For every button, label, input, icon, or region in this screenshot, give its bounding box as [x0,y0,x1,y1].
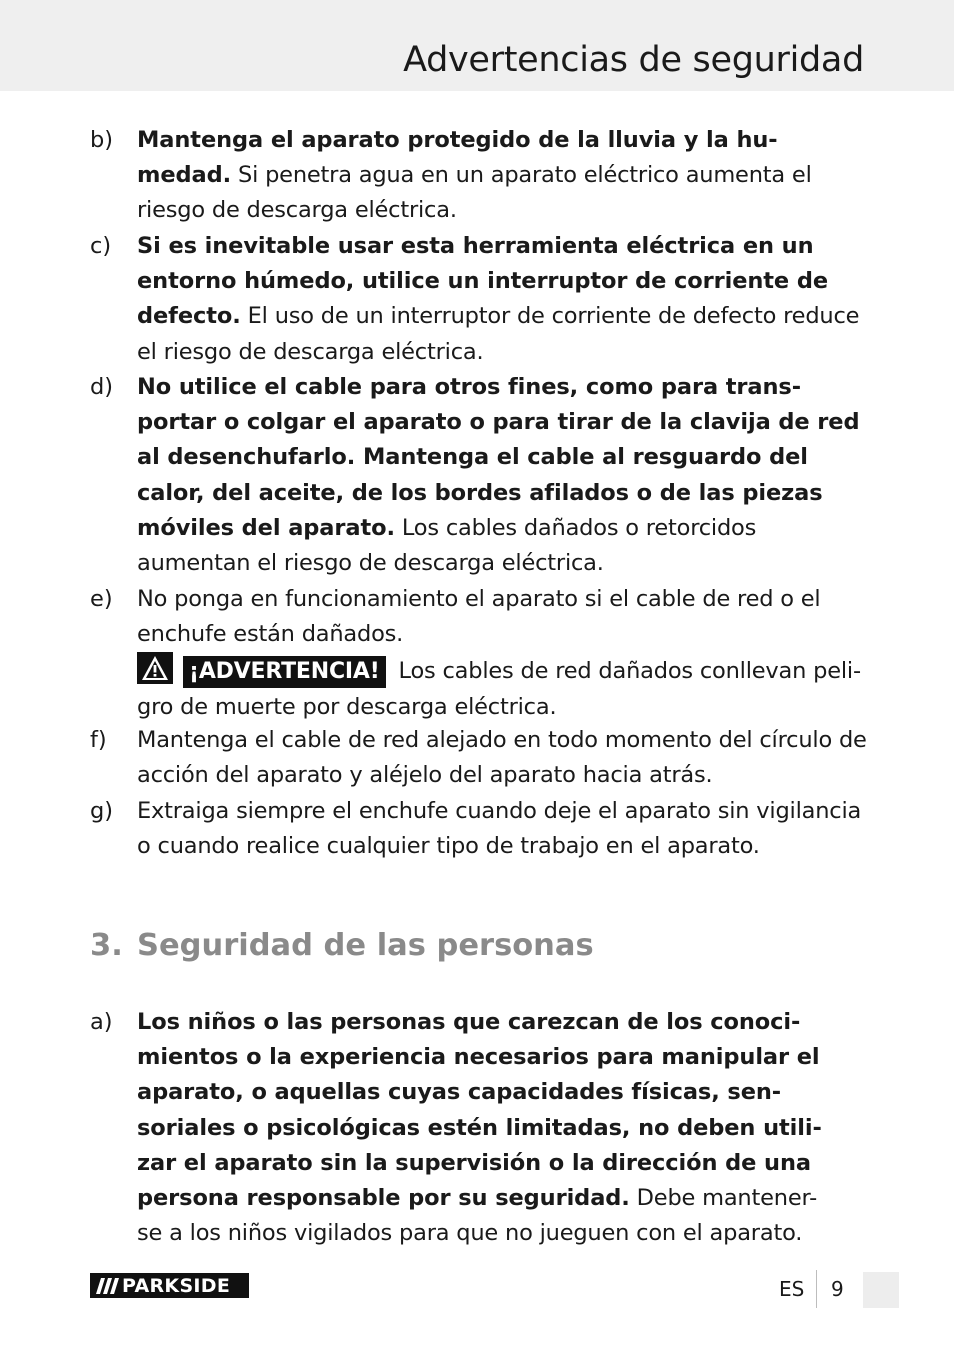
brand-name: PARKSIDE [122,1274,231,1297]
list-item-g [90,794,868,864]
item-text: Extraiga siempre el enchufe cuando deje el aparato sin vigilancia o cuando realice cualquier tipo de trabajo en el aparato. [137,798,862,860]
list-item-c [90,229,868,370]
section-heading [90,928,594,963]
brand-logo [90,1273,249,1298]
item-label: f) [90,727,107,753]
item-bold-text: Los niños o las personas que carezcan de los conoci- mientos o la experiencia necesarios para manipular el aparato, o aquellas cuyas capacidades físicas, sen- soriales o psicológicas estén limitadas, no deben utili- zar el aparato sin la supervisión o la dirección de una persona responsable por su seguridad. [137,1009,822,1212]
warning-label: ¡ADVERTENCIA! [183,656,386,688]
list-item-e [90,582,868,725]
warning-triangle-icon [137,652,173,684]
item-text: El uso de un interruptor de corriente de defecto reduce el riesgo de descarga eléctrica. [137,303,860,365]
item-label: c) [90,233,112,259]
list-item-d [90,370,868,581]
item-bold-text: Mantenga el aparato protegido de la lluvia y la hu- medad. [137,127,778,189]
item-label: b) [90,127,114,153]
warning-text: Los cables de red dañados conllevan peli- gro de muerte por descarga eléctrica. [137,658,861,720]
footer-tab [863,1272,899,1308]
section-title: Seguridad de las personas [137,928,594,963]
item-text: Debe mantener- se a los niños vigilados para que no jueguen con el aparato. [137,1185,817,1247]
list-item-a [90,1005,868,1251]
item-bold-text: Si es inevitable usar esta herramienta eléctrica en un entorno húmedo, utilice un interruptor de corriente de defecto. [137,233,828,330]
item-label: e) [90,586,113,612]
list-item-b [90,123,868,229]
item-label: g) [90,798,114,824]
logo-stripes-icon [90,1273,120,1298]
item-text: Los cables dañados o retorcidos aumentan el riesgo de descarga eléctrica. [137,514,757,577]
footer-divider [816,1270,817,1308]
item-bold-text: No utilice el cable para otros fines, como para trans- portar o colgar el aparato o para tirar de la clavija de red al desenchufarlo. Mantenga el cable al resguardo del calor, del aceite, de los bordes afilados o de las piezas móviles del aparato. [137,374,860,541]
language-code: ES [779,1277,805,1301]
item-label: a) [90,1009,113,1035]
warning-badge [137,652,392,689]
item-text: Si penetra agua en un aparato eléctrico aumenta el riesgo de descarga eléctrica. [137,162,812,224]
section-number: 3. [90,928,123,963]
page-number: 9 [831,1277,844,1301]
page-title: Advertencias de seguridad [403,40,864,80]
list-item-f [90,723,868,793]
item-text: Mantenga el cable de red alejado en todo momento del círculo de acción del aparato y aléjelo del aparato hacia atrás. [137,727,867,789]
item-text: No ponga en funcionamiento el aparato si el cable de red o el enchufe están dañados. [137,586,821,648]
item-label: d) [90,374,114,400]
